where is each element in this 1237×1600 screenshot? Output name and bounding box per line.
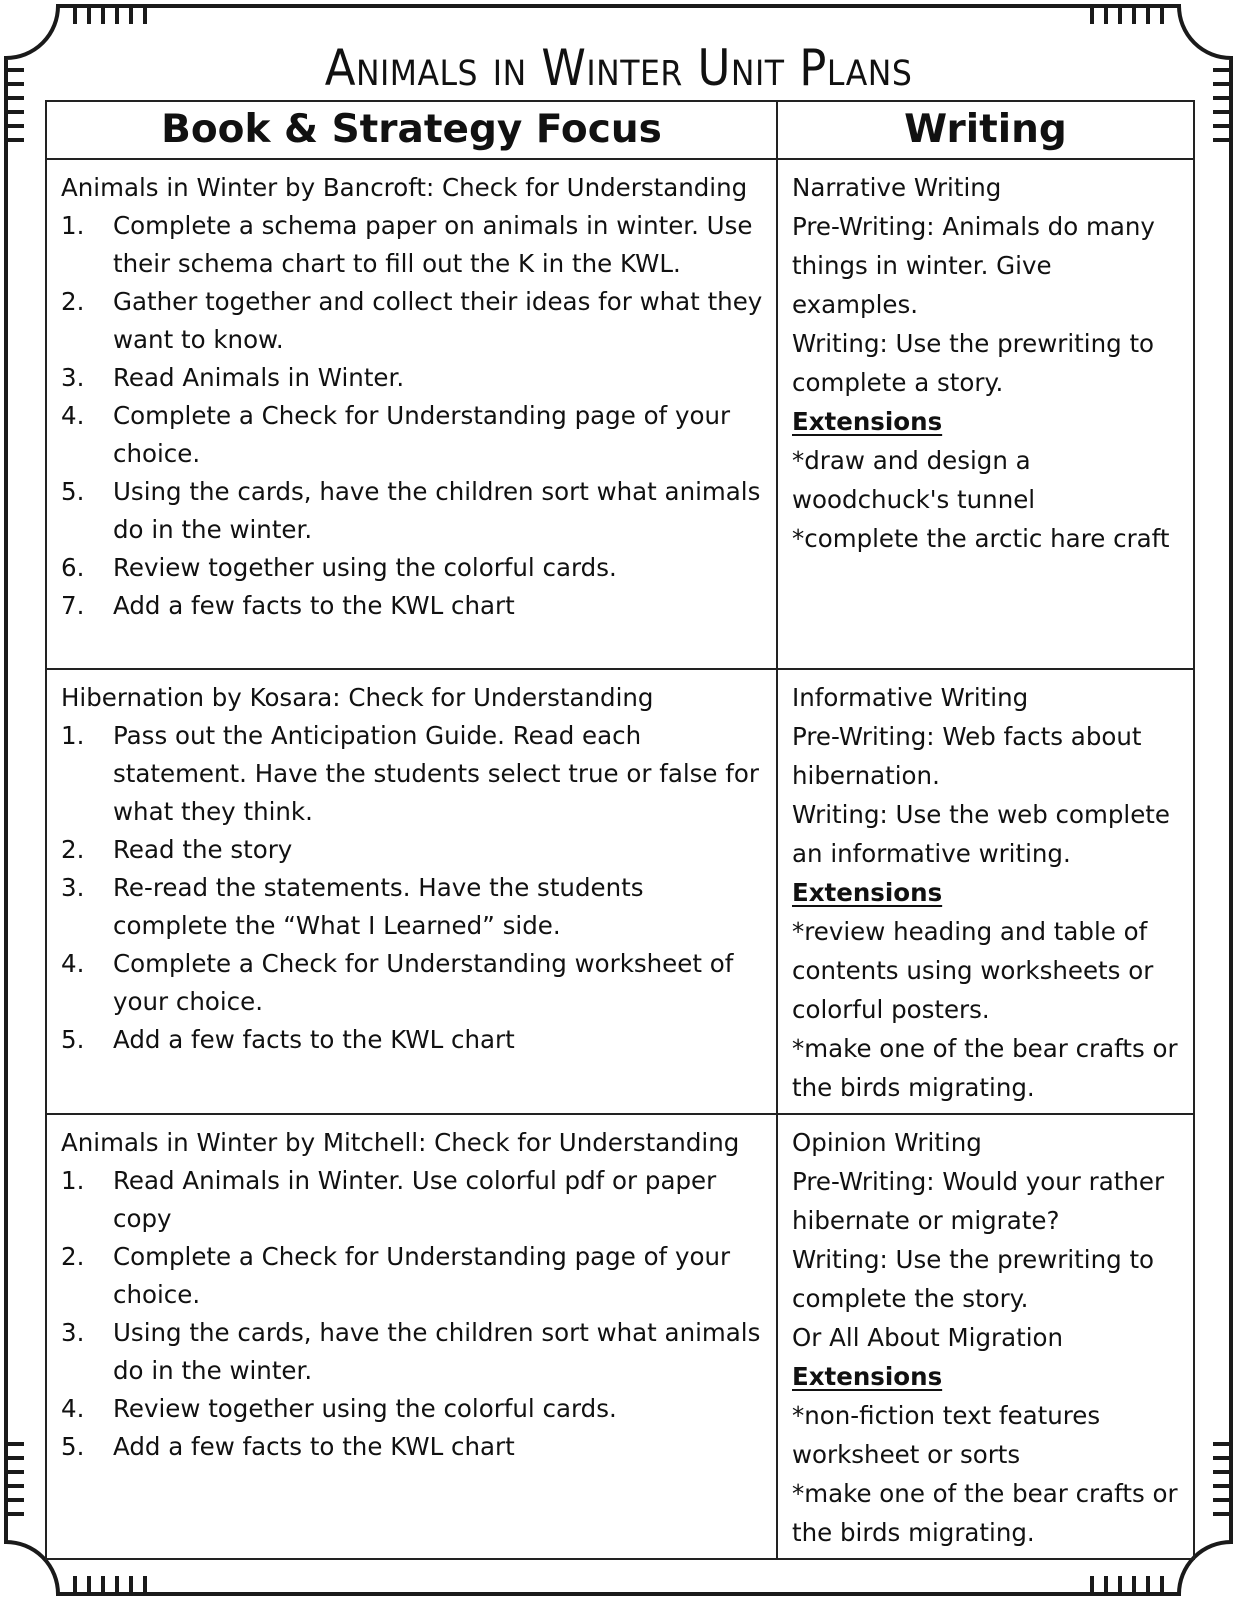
prewriting-text: Pre-Writing: Would your rather hibernate or migrate? bbox=[792, 1167, 1165, 1235]
step-text: Pass out the Anticipation Guide. Read each statement. Have the students select true or false for what they think. bbox=[113, 721, 759, 826]
step-text: Add a few facts to the KWL chart bbox=[113, 591, 515, 620]
writing-type-title: Opinion Writing bbox=[792, 1128, 982, 1157]
list-item bbox=[61, 869, 764, 945]
step-number: 5. bbox=[61, 1432, 85, 1461]
writing-cell bbox=[777, 159, 1194, 669]
book-strategy-title: Animals in Winter by Bancroft: Check for Understanding bbox=[61, 173, 748, 202]
step-number: 4. bbox=[61, 1394, 85, 1423]
step-number: 1. bbox=[61, 721, 85, 750]
step-number: 4. bbox=[61, 401, 85, 430]
prewriting-text: Pre-Writing: Web facts about hibernation. bbox=[792, 722, 1142, 790]
list-item bbox=[61, 1314, 764, 1390]
step-number: 3. bbox=[61, 1318, 85, 1347]
list-item bbox=[61, 207, 764, 283]
list-item bbox=[61, 549, 764, 587]
book-strategy-cell bbox=[46, 669, 777, 1114]
step-number: 5. bbox=[61, 477, 85, 506]
table-row bbox=[46, 669, 1194, 1114]
page-title: Animals in Winter Unit Plans bbox=[324, 39, 913, 97]
step-text: Read the story bbox=[113, 835, 293, 864]
list-item bbox=[61, 1162, 764, 1238]
strategy-steps-list bbox=[61, 1162, 764, 1466]
unit-plan-table bbox=[45, 100, 1195, 1560]
writing-type-title: Informative Writing bbox=[792, 683, 1029, 712]
list-item bbox=[61, 1021, 764, 1059]
writing-type-title: Narrative Writing bbox=[792, 173, 1002, 202]
header-writing: Writing bbox=[777, 101, 1194, 159]
list-item bbox=[61, 831, 764, 869]
alternate-writing-text: Or All About Migration bbox=[792, 1323, 1064, 1352]
book-strategy-title: Animals in Winter by Mitchell: Check for Understanding bbox=[61, 1128, 740, 1157]
step-text: Using the cards, have the children sort what animals do in the winter. bbox=[113, 477, 761, 544]
step-number: 4. bbox=[61, 949, 85, 978]
step-text: Complete a schema paper on animals in winter. Use their schema chart to fill out the K in the KWL. bbox=[113, 211, 753, 278]
step-number: 5. bbox=[61, 1025, 85, 1054]
writing-text: Writing: Use the prewriting to complete a story. bbox=[792, 329, 1155, 397]
step-number: 1. bbox=[61, 1166, 85, 1195]
extension-item: *make one of the bear crafts or the birds migrating. bbox=[792, 1034, 1178, 1102]
list-item bbox=[61, 359, 764, 397]
step-text: Using the cards, have the children sort what animals do in the winter. bbox=[113, 1318, 761, 1385]
step-text: Read Animals in Winter. bbox=[113, 363, 405, 392]
step-number: 3. bbox=[61, 363, 85, 392]
extensions-heading: Extensions bbox=[792, 407, 943, 436]
step-number: 2. bbox=[61, 835, 85, 864]
book-strategy-cell bbox=[46, 159, 777, 669]
extensions-heading: Extensions bbox=[792, 878, 943, 907]
step-text: Complete a Check for Understanding worksheet of your choice. bbox=[113, 949, 734, 1016]
step-number: 1. bbox=[61, 211, 85, 240]
list-item bbox=[61, 1428, 764, 1466]
step-number: 6. bbox=[61, 553, 85, 582]
writing-cell bbox=[777, 1114, 1194, 1559]
list-item bbox=[61, 587, 764, 625]
list-item bbox=[61, 283, 764, 359]
step-text: Add a few facts to the KWL chart bbox=[113, 1432, 515, 1461]
extension-item: *review heading and table of contents using worksheets or colorful posters. bbox=[792, 917, 1154, 1024]
writing-text: Writing: Use the prewriting to complete the story. bbox=[792, 1245, 1155, 1313]
step-text: Re-read the statements. Have the students complete the “What I Learned” side. bbox=[113, 873, 644, 940]
extension-item: *draw and design a woodchuck's tunnel bbox=[792, 446, 1036, 514]
writing-cell bbox=[777, 669, 1194, 1114]
extensions-heading: Extensions bbox=[792, 1362, 943, 1391]
table-row bbox=[46, 159, 1194, 669]
strategy-steps-list bbox=[61, 717, 764, 1059]
book-strategy-cell bbox=[46, 1114, 777, 1559]
step-text: Read Animals in Winter. Use colorful pdf or paper copy bbox=[113, 1166, 717, 1233]
table-row bbox=[46, 1114, 1194, 1559]
step-number: 3. bbox=[61, 873, 85, 902]
list-item bbox=[61, 945, 764, 1021]
step-number: 2. bbox=[61, 1242, 85, 1271]
step-text: Complete a Check for Understanding page of your choice. bbox=[113, 401, 731, 468]
prewriting-text: Pre-Writing: Animals do many things in winter. Give examples. bbox=[792, 212, 1155, 319]
list-item bbox=[61, 397, 764, 473]
extension-item: *non-fiction text features worksheet or sorts bbox=[792, 1401, 1101, 1469]
list-item bbox=[61, 717, 764, 831]
step-text: Gather together and collect their ideas for what they want to know. bbox=[113, 287, 763, 354]
step-text: Complete a Check for Understanding page of your choice. bbox=[113, 1242, 731, 1309]
step-text: Review together using the colorful cards. bbox=[113, 1394, 617, 1423]
strategy-steps-list bbox=[61, 207, 764, 625]
extension-item: *make one of the bear crafts or the birds migrating. bbox=[792, 1479, 1178, 1547]
step-text: Review together using the colorful cards. bbox=[113, 553, 617, 582]
extension-item: *complete the arctic hare craft bbox=[792, 524, 1170, 553]
step-text: Add a few facts to the KWL chart bbox=[113, 1025, 515, 1054]
step-number: 2. bbox=[61, 287, 85, 316]
book-strategy-title: Hibernation by Kosara: Check for Understanding bbox=[61, 683, 654, 712]
list-item bbox=[61, 1390, 764, 1428]
header-book-strategy: Book & Strategy Focus bbox=[46, 101, 777, 159]
table-header-row bbox=[46, 101, 1194, 159]
writing-text: Writing: Use the web complete an informative writing. bbox=[792, 800, 1170, 868]
step-number: 7. bbox=[61, 591, 85, 620]
list-item bbox=[61, 1238, 764, 1314]
list-item bbox=[61, 473, 764, 549]
